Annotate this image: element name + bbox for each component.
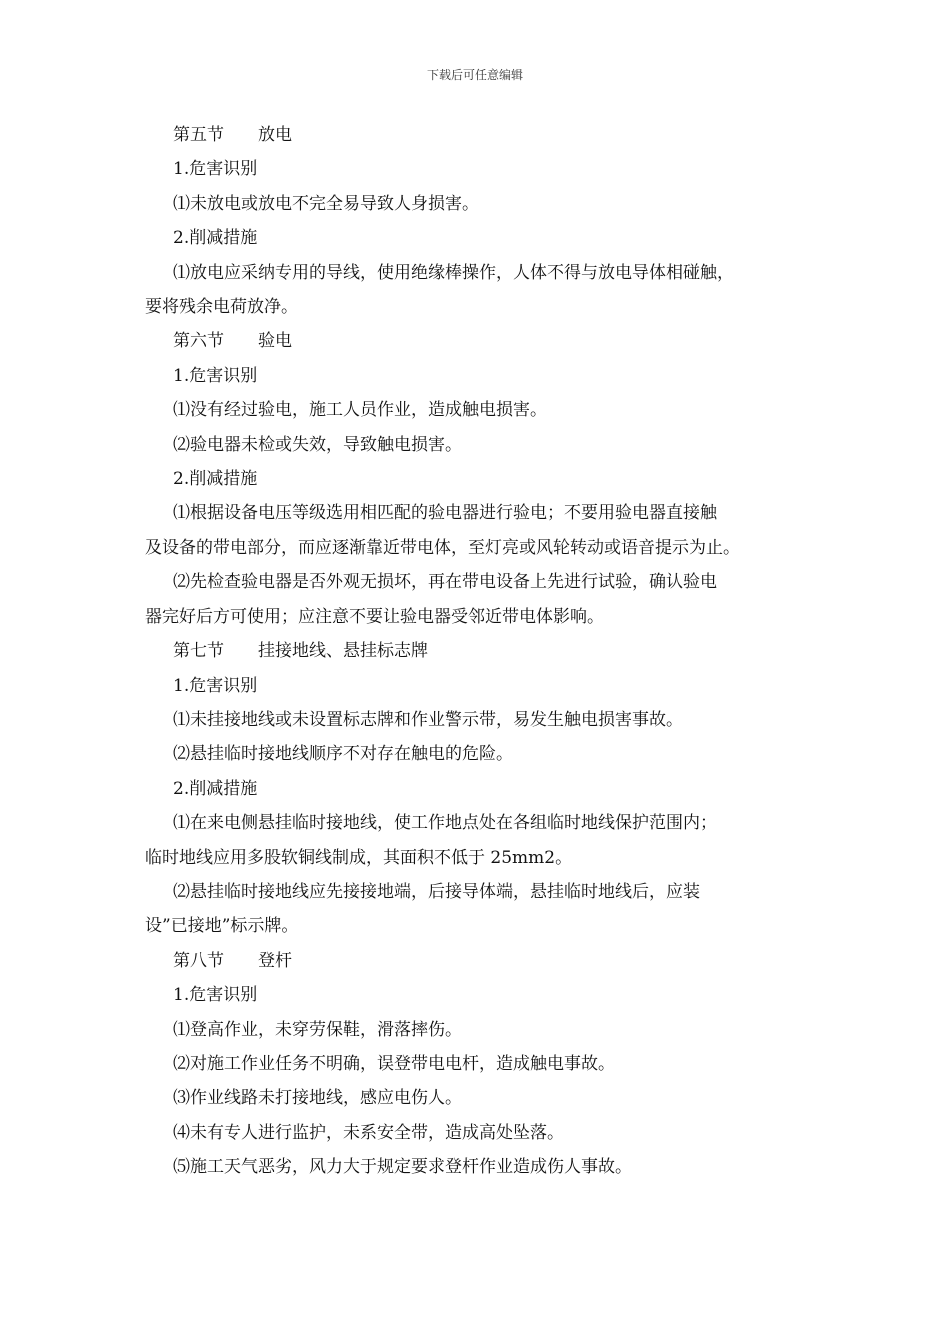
measure-item-line2: 设”已接地”标示牌。: [145, 916, 299, 937]
hazard-item: ⑶作业线路未打接地线，感应电伤人。: [173, 1088, 462, 1109]
hazard-item: ⑵对施工作业任务不明确，误登带电电杆，造成触电事故。: [173, 1053, 615, 1074]
measure-item-line1: ⑵先检查验电器是否外观无损坏，再在带电设备上先进行试验，确认验电: [173, 572, 717, 593]
measure-item-line2: 要将残余电荷放净。: [145, 297, 298, 318]
hazard-heading: 1.危害识别: [173, 985, 258, 1006]
section-name: 挂接地线、悬挂标志牌: [258, 641, 428, 662]
hazard-heading: 1.危害识别: [173, 675, 258, 696]
section-name: 验电: [258, 331, 292, 352]
hazard-item: ⑴没有经过验电，施工人员作业，造成触电损害。: [173, 400, 547, 421]
document-body: [145, 118, 815, 1185]
section-name: 放电: [258, 125, 292, 145]
hazard-item: ⑴未挂接地线或未设置标志牌和作业警示带，易发生触电损害事故。: [173, 709, 683, 730]
hazard-item: ⑵悬挂临时接地线顺序不对存在触电的危险。: [173, 744, 513, 765]
measure-item-line1: ⑴根据设备电压等级选用相匹配的验电器进行验电；不要用验电器直接触: [173, 503, 717, 524]
hazard-heading: 1.危害识别: [173, 159, 258, 180]
measure-heading: 2.削减措施: [173, 469, 258, 490]
measure-item-line1: ⑴在来电侧悬挂临时接地线，使工作地点处在各组临时地线保护范围内；: [173, 813, 717, 834]
hazard-item: ⑴未放电或放电不完全易导致人身损害。: [173, 193, 479, 214]
hazard-item: ⑷未有专人进行监护，未系安全带，造成高处坠落。: [173, 1122, 564, 1143]
section-title: [145, 634, 815, 668]
hazard-item: ⑸施工天气恶劣，风力大于规定要求登杆作业造成伤人事故。: [173, 1157, 632, 1178]
measure-item-line1: ⑴放电应采纳专用的导线，使用绝缘棒操作，人体不得与放电导体相碰触，: [173, 262, 734, 283]
section-number: 第七节: [173, 641, 224, 662]
section-number: 第八节: [173, 950, 224, 971]
section-title: [145, 118, 815, 152]
section-number: 第五节: [173, 125, 224, 145]
measure-heading: 2.削减措施: [173, 228, 258, 249]
page-header: 下载后可任意编辑: [426, 68, 523, 82]
measure-item-line2: 临时地线应用多股软铜线制成，其面积不低于 25mm2。: [145, 847, 573, 868]
section-title: [145, 944, 815, 978]
section-title: [145, 324, 815, 358]
measure-item-line2: 器完好后方可使用；应注意不要让验电器受邻近带电体影响。: [145, 606, 604, 627]
measure-item-line2: 及设备的带电部分，而应逐渐靠近带电体，至灯亮或风轮转动或语音提示为止。: [145, 537, 740, 558]
hazard-heading: 1.危害识别: [173, 365, 258, 386]
hazard-item: ⑵验电器未检或失效，导致触电损害。: [173, 434, 462, 455]
measure-heading: 2.削减措施: [173, 778, 258, 799]
section-name: 登杆: [258, 950, 292, 971]
section-number: 第六节: [173, 331, 224, 352]
hazard-item: ⑴登高作业，未穿劳保鞋，滑落摔伤。: [173, 1019, 462, 1040]
measure-item-line1: ⑵悬挂临时接地线应先接接地端，后接导体端，悬挂临时地线后，应装: [173, 881, 700, 902]
